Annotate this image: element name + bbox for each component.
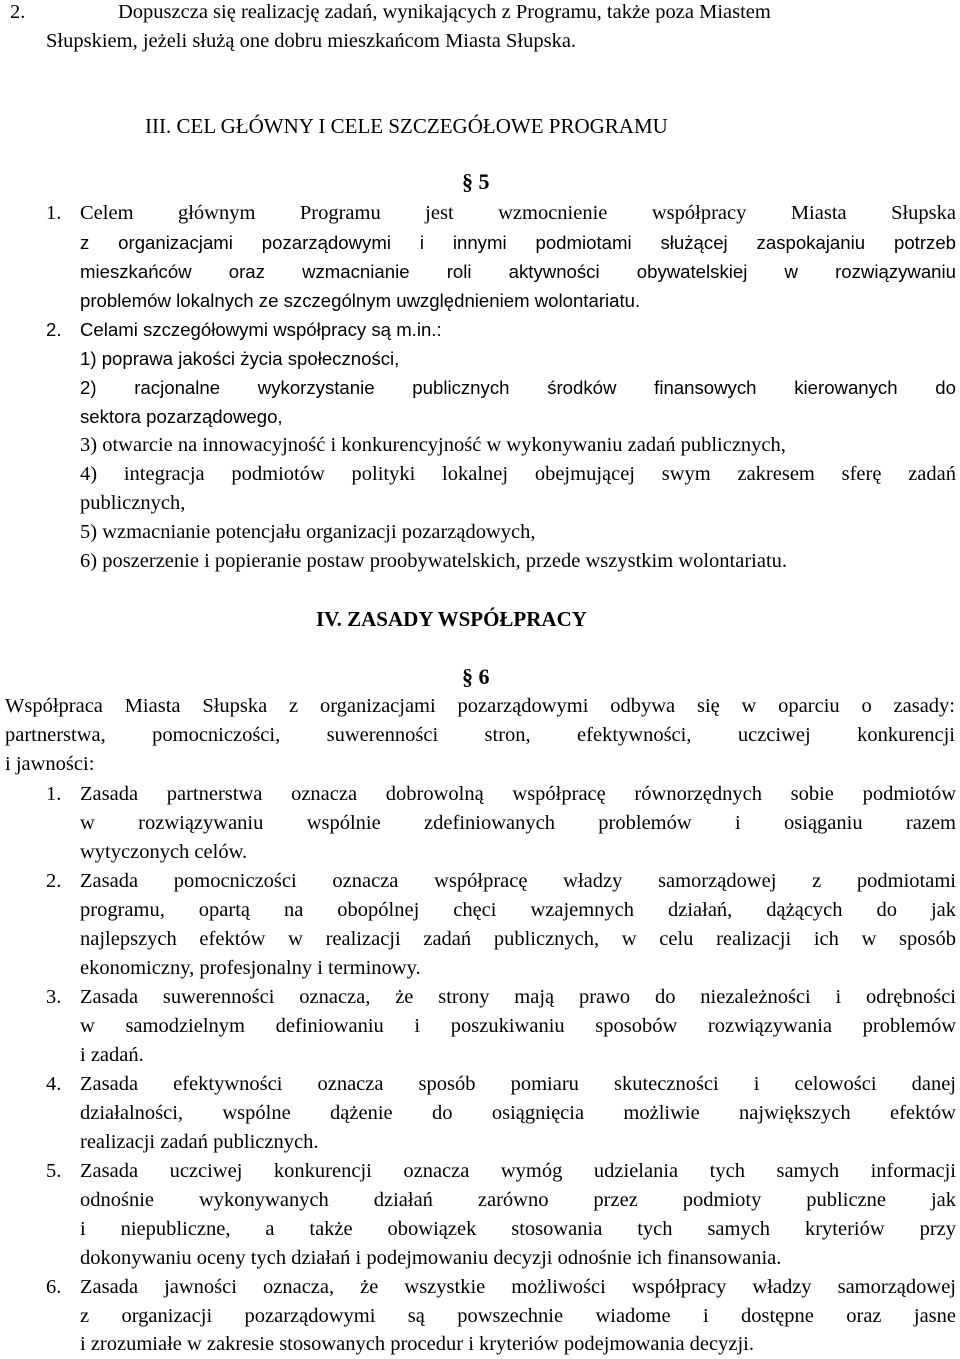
paragraph-line: Zasada suwerenności oznacza, że strony mają prawo do niezależności i odrębności bbox=[80, 986, 956, 1008]
list-number: 3. bbox=[46, 986, 62, 1008]
paragraph-line: dokonywaniu oceny tych działań i podejmowaniu decyzji odnośnie ich finansowania. bbox=[80, 1247, 782, 1269]
goal-item: 3) otwarcie na innowacyjność i konkurencyjność w wykonywaniu zadań publicznych, bbox=[80, 434, 786, 456]
goal-item: 4) integracja podmiotów polityki lokalnej obejmującej swym zakresem sferę zadań bbox=[80, 463, 956, 485]
list-number: 2. bbox=[10, 1, 26, 23]
paragraph-line: Zasada uczciwej konkurencji oznacza wymóg udzielania tych samych informacji bbox=[80, 1160, 956, 1182]
paragraph-line: Słupskiem, jeżeli służą one dobru mieszkańcom Miasta Słupska. bbox=[46, 30, 577, 52]
paragraph-line: Zasada efektywności oznacza sposób pomiaru skuteczności i celowości danej bbox=[80, 1073, 956, 1095]
paragraph-line: Współpraca Miasta Słupska z organizacjami pozarządowymi odbywa się w oparciu o zasady: bbox=[5, 695, 955, 717]
paragraph-line: i zrozumiałe w zakresie stosowanych procedur i kryteriów podejmowania decyzji. bbox=[80, 1333, 754, 1355]
list-number: 2. bbox=[46, 870, 62, 892]
paragraph-line: Celami szczegółowymi współpracy są m.in.: bbox=[80, 319, 442, 340]
section-sign: § 6 bbox=[462, 664, 490, 689]
paragraph-line: Celem głównym Programu jest wzmocnienie współpracy Miasta Słupska bbox=[80, 202, 956, 224]
section-heading: IV. ZASADY WSPÓŁPRACY bbox=[316, 607, 587, 631]
paragraph-line: wytyczonych celów. bbox=[80, 841, 248, 863]
goal-item: 2) racjonalne wykorzystanie publicznych środków finansowych kierowanych do bbox=[80, 377, 956, 398]
paragraph-line: partnerstwa, pomocniczości, suwerenności stron, efektywności, uczciwej konkurencji bbox=[5, 724, 955, 746]
paragraph-line: programu, opartą na obopólnej chęci wzajemnych działań, dążących do jak bbox=[80, 899, 956, 921]
section-heading: III. CEL GŁÓWNY I CELE SZCZEGÓŁOWE PROGRAMU bbox=[145, 114, 668, 138]
paragraph-line: Zasada partnerstwa oznacza dobrowolną współpracę równorzędnych sobie podmiotów bbox=[80, 783, 956, 805]
paragraph-line: i jawności: bbox=[5, 753, 95, 775]
paragraph-line: działalności, wspólne dążenie do osiągnięcia możliwie największych efektów bbox=[80, 1102, 956, 1124]
paragraph-line: i niepubliczne, a także obowiązek stosowania tych samych kryteriów przy bbox=[80, 1218, 956, 1240]
paragraph-line: i zadań. bbox=[80, 1044, 144, 1066]
list-number: 5. bbox=[46, 1160, 62, 1182]
section-sign: § 5 bbox=[462, 169, 490, 194]
paragraph-line: w rozwiązywaniu wspólnie zdefiniowanych problemów i osiąganiu razem bbox=[80, 812, 956, 834]
goal-item-cont: publicznych, bbox=[80, 492, 186, 514]
paragraph-line: w samodzielnym definiowaniu i poszukiwaniu sposobów rozwiązywania problemów bbox=[80, 1015, 956, 1037]
list-number: 6. bbox=[46, 1276, 62, 1298]
paragraph-line: najlepszych efektów w realizacji zadań publicznych, w celu realizacji ich w sposób bbox=[80, 928, 956, 950]
paragraph-line: Dopuszcza się realizację zadań, wynikających z Programu, także poza Miastem bbox=[118, 1, 771, 23]
paragraph-line: realizacji zadań publicznych. bbox=[80, 1131, 319, 1153]
paragraph-line: odnośnie wykonywanych działań zarówno przez podmioty publiczne jak bbox=[80, 1189, 956, 1211]
paragraph-line: ekonomiczny, profesjonalny i terminowy. bbox=[80, 957, 421, 979]
list-number: 1. bbox=[46, 202, 62, 224]
paragraph-line: z organizacjami pozarządowymi i innymi podmiotami służącej zaspokajaniu potrzeb bbox=[80, 232, 956, 253]
goal-item: 1) poprawa jakości życia społeczności, bbox=[80, 348, 400, 369]
paragraph-line: mieszkańców oraz wzmacnianie roli aktywności obywatelskiej w rozwiązywaniu bbox=[80, 261, 956, 282]
list-number: 4. bbox=[46, 1073, 62, 1095]
list-number: 2. bbox=[46, 319, 62, 340]
goal-item: 5) wzmacnianie potencjału organizacji pozarządowych, bbox=[80, 521, 536, 543]
paragraph-line: z organizacji pozarządowymi są powszechnie wiadome i dostępne oraz jasne bbox=[80, 1305, 956, 1327]
paragraph-line: Zasada pomocniczości oznacza współpracę władzy samorządowej z podmiotami bbox=[80, 870, 956, 892]
paragraph-line: problemów lokalnych ze szczególnym uwzględnieniem wolontariatu. bbox=[80, 290, 641, 311]
list-number: 1. bbox=[46, 783, 62, 805]
goal-item-cont: sektora pozarządowego, bbox=[80, 406, 283, 427]
goal-item: 6) poszerzenie i popieranie postaw proobywatelskich, przede wszystkim wolontariatu. bbox=[80, 550, 788, 572]
paragraph-line: Zasada jawności oznacza, że wszystkie możliwości współpracy władzy samorządowej bbox=[80, 1276, 956, 1298]
